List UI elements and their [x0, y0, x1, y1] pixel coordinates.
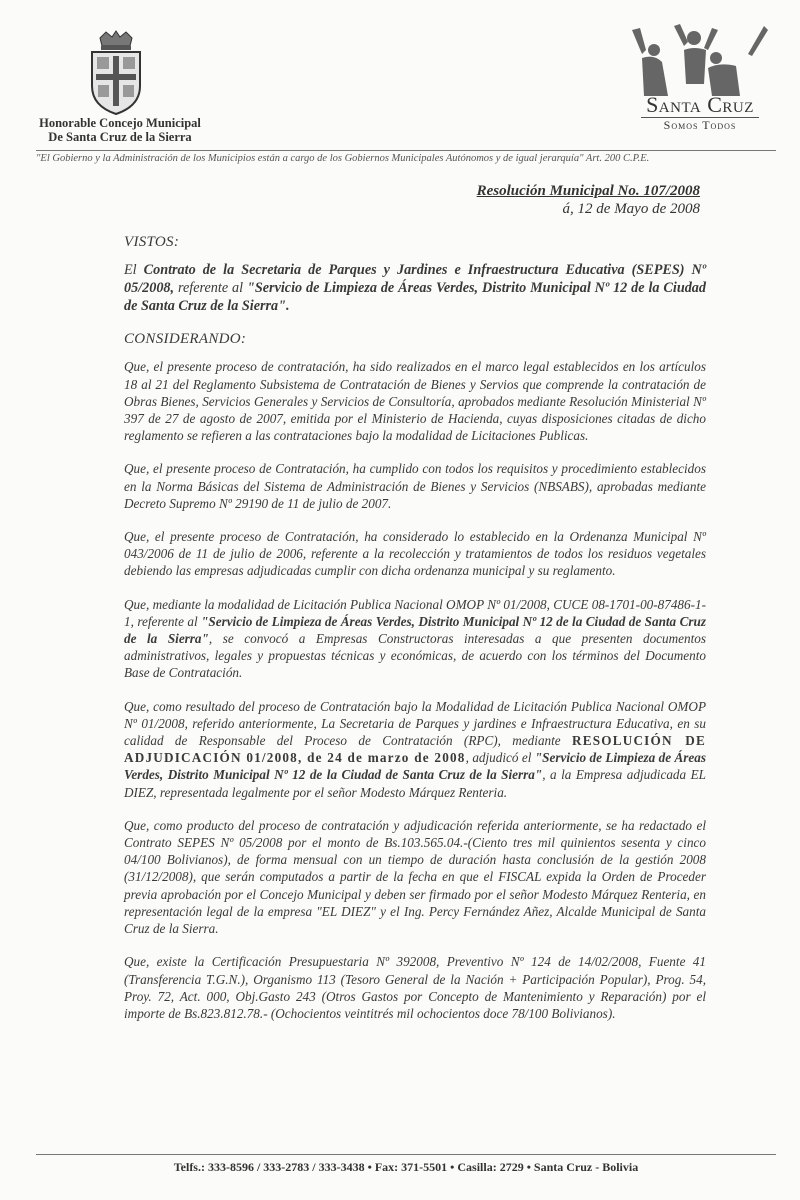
p4-text-c: , se convocó a Empresas Constructoras interesadas a que presenten documentos administrativos, legales y propuestas técnicas y económicas, de acuerdo con los términos del Documento Base de Contratación. [124, 631, 706, 681]
considerando-paragraph-6: Que, como producto del proceso de contratación y adjudicación referida anteriormente, se ha redactado el Contrato SEPES Nº 05/2008 por el monto de Bs.103.565.04.-(Ciento tres mil quinientos sesenta y cinco 04/100 Bolivianos), de forma mensual con un tiempo de duración hasta conclusión de la gestión 2008 (31/12/2008), que serán computados a partir de la fecha en que el FISCAL expida la Orden de Proceder previa aprobación por el Concejo Municipal y deben ser firmado por el señor Modesto Márquez Renteria, en representación legal de la empresa "EL DIEZ" y el Ing. Percy Fernández Añez, Alcalde Municipal de Santa Cruz de la Sierra. [124, 817, 706, 937]
considerando-paragraph-2: Que, el presente proceso de Contratación, ha cumplido con todos los requisitos y procedimiento establecidos en la Norma Básicas del Sistema de Administración de Bienes y Servicios (NBSABS), aprobadas mediante Decreto Supremo Nº 29190 de 11 de julio de 2007. [124, 461, 706, 511]
vistos-paragraph [124, 261, 706, 315]
vistos-service-name: "Servicio de Limpieza de Áreas Verdes, Distrito Municipal Nº 12 de la Ciudad de Santa Cruz de la Sierra". [124, 280, 706, 315]
coat-of-arms-logo [86, 30, 146, 116]
p4-text-a: Que, mediante la modalidad de Licitación Publica Nacional OMOP Nº 01/2008, CUCE 08-1701-00-87486-1-1, referente al [124, 596, 706, 629]
vistos-text-3: referente al [174, 280, 247, 297]
considerando-paragraph-7: Que, existe la Certificación Presupuestaria Nº 392008, Preventivo Nº 124 de 14/02/2008, Fuente 41 (Transferencia T.G.N.), Organismo 113 (Tesoro General de la Nación + Participación Popular), Prog. 54, Proy. 72, Act. 000, Obj.Gasto 243 (Otros Gastos por Concepto de Mantenimiento y Reparación) por el importe de Bs.823.812.78.- (Ochocientos veintitrés mil ochocientos doce 78/100 Bolivianos). [124, 954, 706, 1021]
council-line-1: Honorable Concejo Municipal [39, 116, 201, 130]
footer-contact: Telfs.: 333-8596 / 333-2783 / 333-3438 • Fax: 371-5501 • Casilla: 2729 • Santa Cruz - Bolivia [173, 1160, 639, 1174]
vistos-heading: VISTOS: [124, 234, 180, 250]
brand-block [620, 94, 780, 132]
p5-text-a: Que, como resultado del proceso de Contratación bajo la Modalidad de Licitación Publica Nacional OMOP Nº 01/2008, referido anteriormente, La Secretaria de Parques y jardines e Infraestructura Educativa, en su calidad de Responsable del Proceso de Contratación (RPC), mediante [124, 698, 706, 749]
brand-name: Santa Cruz [646, 92, 754, 117]
council-name [20, 116, 220, 144]
council-line-2: De Santa Cruz de la Sierra [48, 130, 192, 144]
santa-cruz-figures-logo [628, 24, 768, 96]
vistos-contract-ref: Contrato de la Secretaria de Parques y Jardines e Infraestructura Educativa (SEPES) Nº 05/2008, [124, 262, 706, 297]
p5-text-e: , a la Empresa adjudicada EL DIEZ, representada legalmente por el señor Modesto Márquez Renteria. [124, 767, 706, 800]
p4-service-name: "Servicio de Limpieza de Áreas Verdes, Distrito Municipal Nº 12 de la Ciudad de Santa Cruz de la Sierra" [124, 613, 706, 647]
p5-service-name: "Servicio de Limpieza de Áreas Verdes, Distrito Municipal Nº 12 de la Ciudad de Santa Cruz de la Sierra" [124, 750, 706, 783]
resolution-date: á, 12 de Mayo de 2008 [562, 201, 700, 217]
p5-resolution-ref: RESOLUCIÓN DE ADJUDICACIÓN 01/2008, de 24 de marzo de 2008 [124, 733, 706, 766]
brand-tagline: Somos Todos [641, 117, 759, 132]
resolution-title: Resolución Municipal No. 107/2008 [476, 183, 700, 199]
considerando-paragraph-3: Que, el presente proceso de Contratación, ha considerado lo establecido en la Ordenanza Municipal Nº 043/2006 de 11 de julio de 2006, referente a la recolección y tratamientos de todos los residuos vegetales debiendo las empresas adjudicadas cumplir con dicha ordenanza municipal y su reglamento. [124, 529, 706, 579]
document-body [124, 234, 706, 1038]
considerando-paragraph-5 [124, 698, 706, 801]
vistos-text-1: El [124, 262, 144, 279]
footer-divider [36, 1154, 776, 1155]
constitutional-quote: "El Gobierno y la Administración de los Municipios están a cargo de los Gobiernos Municipales Autónomos y de igual jerarquía" Art. 200 C.P.E. [36, 150, 776, 164]
considerando-paragraph-4 [124, 596, 706, 682]
considerando-heading: CONSIDERANDO: [124, 331, 247, 348]
considerando-paragraph-1: Que, el presente proceso de contratación, ha sido realizados en el marco legal establecidos en los artículos 18 al 21 del Reglamento Subsistema de Contratación de Bienes y Servios que comprende la contratación de Obras Bienes, Servicios Generales y Servicios de Consultoría, aprobados mediante Resolución Ministerial Nº 397 de 27 de agosto de 2007, emitida por el Ministerio de Hacienda, cuyas disposiciones citadas de dicho reglamento se refieren a las contrataciones bajo la modalidad de Licitaciones Publicas. [124, 359, 706, 444]
p5-text-c: , adjudicó el [465, 750, 535, 766]
